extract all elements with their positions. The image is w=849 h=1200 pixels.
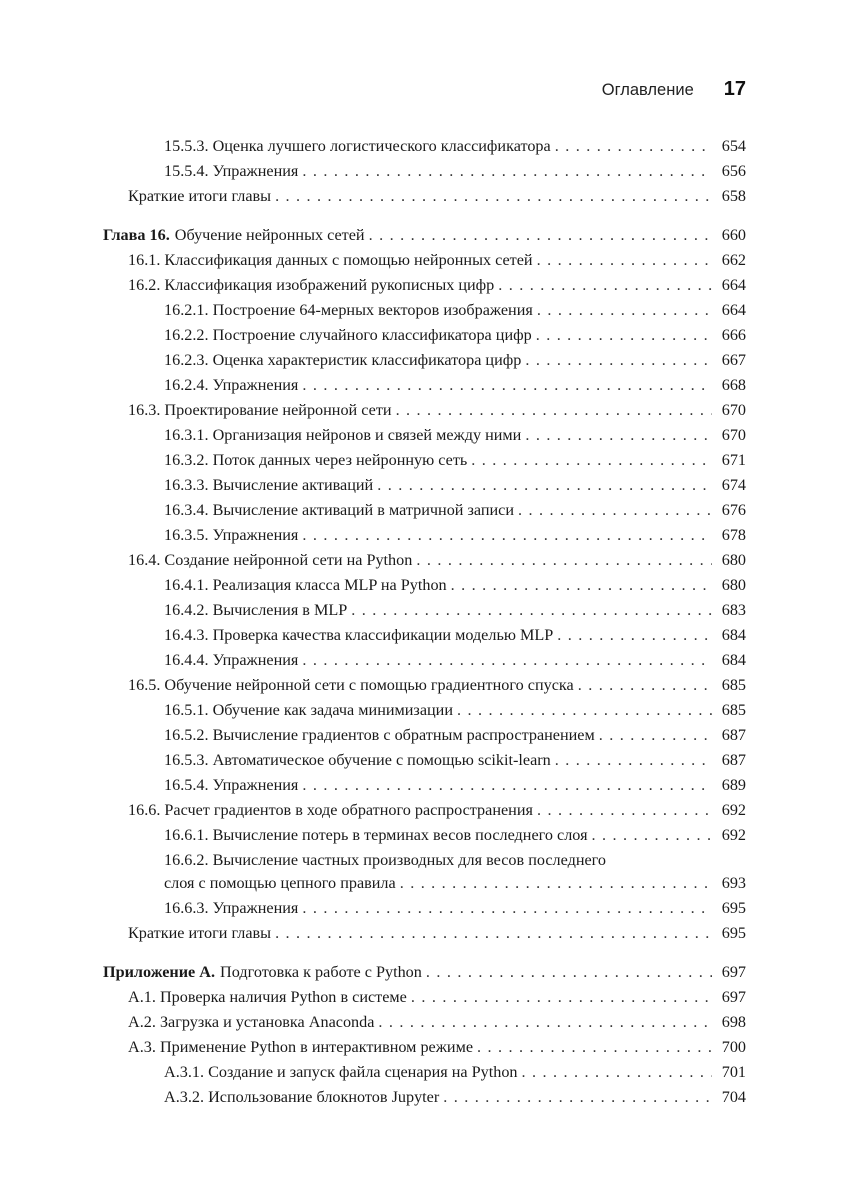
toc-entry-title: Создание и запуск файла сценария на Python — [208, 1063, 518, 1081]
toc-entry-page: 687 — [721, 726, 746, 744]
toc-entry-page: 660 — [721, 226, 746, 244]
toc-appendix-label: Приложение А. — [103, 963, 216, 981]
toc-entry-page: 670 — [721, 426, 746, 444]
toc-entry-page: 658 — [721, 187, 746, 205]
toc-entry-title: Обучение нейронных сетей — [174, 226, 365, 244]
toc-entry-number: 15.5.4. — [164, 162, 209, 180]
toc-entry-title: Оценка характеристик классификатора цифр — [212, 351, 522, 369]
toc-leader-dots — [369, 223, 712, 248]
toc-leader-dots — [555, 134, 712, 159]
toc-entry-continuation — [103, 871, 746, 896]
toc-entry-number: 16.2.3. — [164, 351, 209, 369]
toc-entry-title: Классификация данных с помощью нейронных сетей — [164, 251, 533, 269]
toc-entry-number: 16.6.2. — [164, 851, 209, 869]
toc-entry-page: 693 — [721, 874, 746, 892]
toc-entry — [103, 623, 746, 648]
toc-entry-number: 16.4.1. — [164, 576, 209, 594]
toc-leader-dots — [537, 298, 712, 323]
toc-entry — [103, 823, 746, 848]
toc-entry-page: 695 — [721, 899, 746, 917]
toc-entry-title: Вычисление потерь в терминах весов последнего слоя — [212, 826, 588, 844]
toc-entry — [103, 896, 746, 921]
toc-entry-page: 692 — [721, 801, 746, 819]
toc-leader-dots — [578, 673, 712, 698]
toc-entry-title: Обучение как задача минимизации — [212, 701, 453, 719]
toc-entry-number: 16.4.3. — [164, 626, 209, 644]
toc-entry-first-line — [103, 850, 746, 871]
toc-entry-number: 16.5. — [128, 676, 161, 694]
toc-leader-dots — [302, 896, 712, 921]
toc-entry-number: 16.5.4. — [164, 776, 209, 794]
toc-entry-title: Автоматическое обучение с помощью scikit-learn — [212, 751, 551, 769]
toc-leader-dots — [525, 423, 712, 448]
toc-entry — [103, 1035, 746, 1060]
toc-entry — [103, 698, 746, 723]
toc-entry-page: 664 — [721, 276, 746, 294]
toc-entry-title: Вычисления в MLP — [212, 601, 348, 619]
toc-leader-dots — [351, 598, 712, 623]
toc-entry-number: 16.2.2. — [164, 326, 209, 344]
toc-entry-page: 704 — [721, 1088, 746, 1106]
toc-chapter-label: Глава 16. — [103, 226, 170, 244]
toc-entry — [103, 523, 746, 548]
toc-entry-number: А.3.1. — [164, 1063, 205, 1081]
toc-leader-dots — [525, 348, 712, 373]
toc-entry-page: 695 — [721, 924, 746, 942]
toc-leader-dots — [302, 773, 712, 798]
toc-entry — [103, 273, 746, 298]
toc-entry-title: Упражнения — [212, 651, 299, 669]
toc-entry-page: 692 — [721, 826, 746, 844]
toc-entry-page: 654 — [721, 137, 746, 155]
toc-leader-dots — [302, 373, 712, 398]
toc-entry-title: Вычисление градиентов с обратным распространением — [212, 726, 595, 744]
toc-entry-number: А.2. — [128, 1013, 156, 1031]
toc-entry — [103, 448, 746, 473]
toc-leader-dots — [396, 398, 712, 423]
toc-entry-title: Упражнения — [212, 376, 299, 394]
toc-entry — [103, 323, 746, 348]
toc-entry-page: 685 — [721, 701, 746, 719]
toc-leader-dots — [537, 248, 712, 273]
toc-entry — [103, 473, 746, 498]
toc-entry-title: Упражнения — [212, 162, 299, 180]
toc-entry-page: 697 — [721, 988, 746, 1006]
toc-entry-title: Проверка качества классификации моделью MLP — [212, 626, 554, 644]
toc-entry-page: 666 — [721, 326, 746, 344]
toc-entry-number: 16.5.2. — [164, 726, 209, 744]
toc-entry-page: 671 — [721, 451, 746, 469]
toc-entry-title: Создание нейронной сети на Python — [164, 551, 413, 569]
toc-chapter-entry — [103, 223, 746, 248]
toc-leader-dots — [411, 985, 712, 1010]
toc-entry-page: 698 — [721, 1013, 746, 1031]
toc-entry-number: 16.3. — [128, 401, 161, 419]
toc-entry-page: 683 — [721, 601, 746, 619]
toc-entry-number: 16.6. — [128, 801, 161, 819]
toc-leader-dots — [518, 498, 712, 523]
toc-leader-dots — [498, 273, 712, 298]
toc-entry-title: Расчет градиентов в ходе обратного распространения — [164, 801, 533, 819]
toc-entry-number: 16.4.4. — [164, 651, 209, 669]
toc-entry-title-continued: слоя с помощью цепного правила — [164, 874, 396, 892]
toc-entry-number: 16.3.1. — [164, 426, 209, 444]
toc-entry — [103, 298, 746, 323]
toc-leader-dots — [400, 871, 712, 896]
header-section-name: Оглавление — [601, 81, 694, 99]
toc-entry — [103, 134, 746, 159]
toc-entry-page: 684 — [721, 651, 746, 669]
toc-entry-page: 670 — [721, 401, 746, 419]
toc-entry-title: Организация нейронов и связей между ними — [212, 426, 522, 444]
toc-entry-page: 697 — [721, 963, 746, 981]
toc-leader-dots — [536, 323, 712, 348]
toc-entry-page: 656 — [721, 162, 746, 180]
toc-entry — [103, 1060, 746, 1085]
toc-entry-page: 664 — [721, 301, 746, 319]
toc-entry — [103, 548, 746, 573]
toc-entry-title: Оценка лучшего логистического классификатора — [212, 137, 551, 155]
toc-entry-number: А.1. — [128, 988, 156, 1006]
toc-entry-title: Построение случайного классификатора цифр — [212, 326, 532, 344]
toc-entry-title: Обучение нейронной сети с помощью градиентного спуска — [164, 676, 574, 694]
toc-entry-title: Проектирование нейронной сети — [164, 401, 392, 419]
toc-entry — [103, 498, 746, 523]
toc-entry-page: 701 — [721, 1063, 746, 1081]
toc-entry-number: 16.6.3. — [164, 899, 209, 917]
toc-leader-dots — [302, 523, 712, 548]
table-of-contents — [103, 134, 746, 1110]
toc-entry-number: 16.4.2. — [164, 601, 209, 619]
toc-entry — [103, 723, 746, 748]
toc-entry-number: 16.3.2. — [164, 451, 209, 469]
toc-entry-number: 16.5.1. — [164, 701, 209, 719]
toc-leader-dots — [599, 723, 712, 748]
toc-entry-page: 674 — [721, 476, 746, 494]
toc-leader-dots — [275, 921, 712, 946]
toc-entry-title: Вычисление частных производных для весов последнего — [212, 851, 607, 869]
toc-entry-number: А.3.2. — [164, 1088, 205, 1106]
toc-entry-number: 16.5.3. — [164, 751, 209, 769]
toc-entry-number: 16.2.4. — [164, 376, 209, 394]
toc-entry-page: 676 — [721, 501, 746, 519]
toc-entry-title: Применение Python в интерактивном режиме — [159, 1038, 474, 1056]
toc-entry-page: 689 — [721, 776, 746, 794]
toc-leader-dots — [557, 623, 712, 648]
toc-entry-number: 16.3.5. — [164, 526, 209, 544]
toc-entry-number: 16.6.1. — [164, 826, 209, 844]
toc-entry-title: Упражнения — [212, 526, 299, 544]
toc-leader-dots — [555, 748, 712, 773]
toc-entry — [103, 348, 746, 373]
toc-entry-title: Упражнения — [212, 776, 299, 794]
toc-entry — [103, 1085, 746, 1110]
toc-entry — [103, 673, 746, 698]
toc-entry-page: 662 — [721, 251, 746, 269]
toc-entry-title: Подготовка к работе с Python — [220, 963, 422, 981]
toc-entry-number: 16.2. — [128, 276, 161, 294]
toc-entry-page: 687 — [721, 751, 746, 769]
toc-entry-title: Вычисление активаций — [212, 476, 374, 494]
toc-leader-dots — [592, 823, 712, 848]
toc-leader-dots — [416, 548, 712, 573]
toc-entry-title: Вычисление активаций в матричной записи — [212, 501, 515, 519]
toc-entry-title: Построение 64-мерных векторов изображения — [212, 301, 533, 319]
toc-entry-page: 680 — [721, 576, 746, 594]
toc-entry-page: 680 — [721, 551, 746, 569]
toc-entry-number: 16.1. — [128, 251, 161, 269]
toc-entry-title: Поток данных через нейронную сеть — [212, 451, 468, 469]
toc-leader-dots — [443, 1085, 712, 1110]
toc-entry — [103, 248, 746, 273]
toc-entry — [103, 921, 746, 946]
toc-entry-page: 668 — [721, 376, 746, 394]
toc-entry — [103, 798, 746, 823]
toc-entry-number: 16.3.4. — [164, 501, 209, 519]
toc-entry-number: 16.3.3. — [164, 476, 209, 494]
toc-entry-title: Краткие итоги главы — [128, 924, 272, 942]
toc-entry-title: Реализация класса MLP на Python — [212, 576, 447, 594]
toc-leader-dots — [275, 184, 712, 209]
toc-appendix-entry — [103, 960, 746, 985]
toc-leader-dots — [302, 648, 712, 673]
toc-leader-dots — [457, 698, 712, 723]
toc-leader-dots — [377, 473, 712, 498]
toc-leader-dots — [477, 1035, 712, 1060]
toc-leader-dots — [471, 448, 712, 473]
toc-leader-dots — [522, 1060, 712, 1085]
toc-entry-number: 16.2.1. — [164, 301, 209, 319]
toc-entry — [103, 1010, 746, 1035]
toc-entry-title: Краткие итоги главы — [128, 187, 272, 205]
toc-leader-dots — [302, 159, 712, 184]
toc-entry — [103, 159, 746, 184]
toc-leader-dots — [426, 960, 712, 985]
toc-entry-title: Классификация изображений рукописных цифр — [164, 276, 495, 294]
toc-entry — [103, 423, 746, 448]
toc-entry — [103, 184, 746, 209]
toc-entry — [103, 598, 746, 623]
toc-entry — [103, 648, 746, 673]
toc-entry-number: 15.5.3. — [164, 137, 209, 155]
toc-entry-page: 700 — [721, 1038, 746, 1056]
toc-leader-dots — [378, 1010, 712, 1035]
toc-entry-title: Упражнения — [212, 899, 299, 917]
toc-leader-dots — [451, 573, 712, 598]
toc-entry-page: 678 — [721, 526, 746, 544]
toc-leader-dots — [537, 798, 712, 823]
toc-entry — [103, 373, 746, 398]
toc-entry-title: Использование блокнотов Jupyter — [208, 1088, 440, 1106]
toc-entry — [103, 748, 746, 773]
toc-entry — [103, 773, 746, 798]
toc-entry — [103, 398, 746, 423]
toc-entry — [103, 573, 746, 598]
toc-entry-number: А.3. — [128, 1038, 156, 1056]
header-page-number: 17 — [723, 78, 746, 100]
toc-entry-number: 16.4. — [128, 551, 161, 569]
toc-entry-title: Проверка наличия Python в системе — [159, 988, 407, 1006]
running-header — [103, 78, 746, 101]
toc-entry-page: 685 — [721, 676, 746, 694]
toc-entry — [103, 985, 746, 1010]
toc-entry-title: Загрузка и установка Anaconda — [159, 1013, 375, 1031]
toc-entry-page: 684 — [721, 626, 746, 644]
toc-entry-page: 667 — [721, 351, 746, 369]
